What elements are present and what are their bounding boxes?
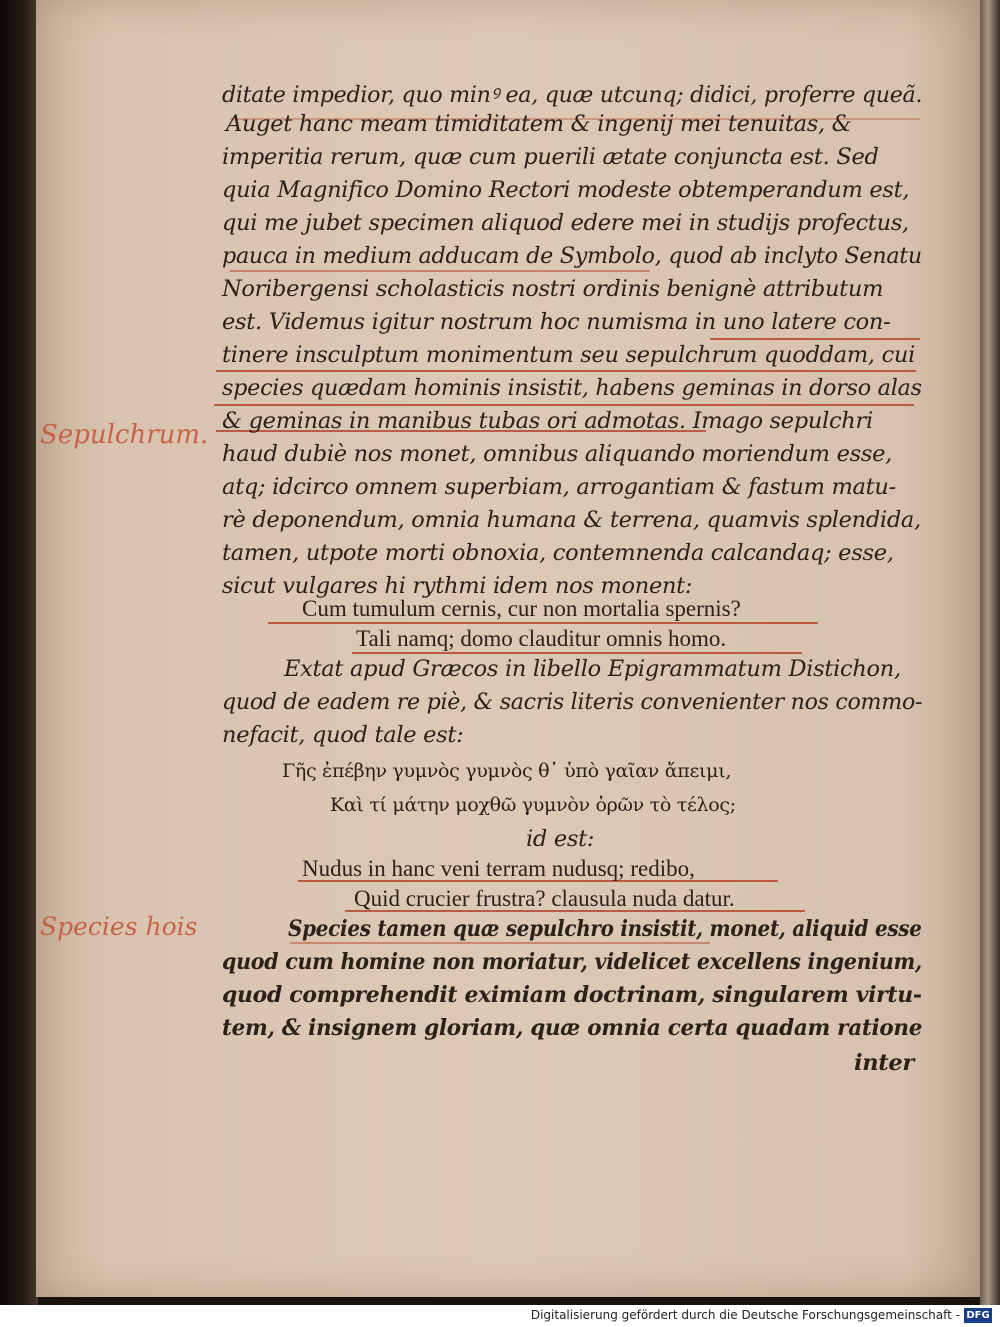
dfg-logo: DFG bbox=[964, 1308, 992, 1323]
text-line: haud dubiè nos monet, omnibus aliquando moriendum esse, bbox=[222, 441, 892, 467]
margin-note-sepulchrum: Sepulchrum. bbox=[40, 420, 209, 450]
text-line: & geminas in manibus tubas ori admotas. Imago sepulchri bbox=[222, 408, 873, 434]
text-line: ditate impedior, quo minꝰ ea, quæ utcunq; didici, proferre queã. bbox=[222, 82, 923, 108]
verse-line: Quid crucier frustra? clausula nuda datur. bbox=[354, 886, 735, 911]
text-line: tinere insculptum monimentum seu sepulchrum quoddam, cui bbox=[222, 342, 916, 368]
text-line: rè deponendum, omnia humana & terrena, quamvis splendida, bbox=[222, 507, 921, 533]
verse-line: Nudus in hanc veni terram nudusq; redibo, bbox=[302, 856, 695, 881]
text-line: quod de eadem re piè, & sacris literis convenienter nos commo- bbox=[222, 689, 923, 715]
funding-notice: Digitalisierung gefördert durch die Deutsche Forschungsgemeinschaft - bbox=[530, 1308, 960, 1322]
verse-line: Cum tumulum cernis, cur non mortalia spernis? bbox=[302, 596, 741, 621]
text-line: Species tamen quæ sepulchro insistit, monet, aliquid esse bbox=[288, 916, 922, 942]
text-line: sicut vulgares hi rythmi idem nos monent: bbox=[222, 573, 693, 599]
text-line: Extat apud Græcos in libello Epigrammatum Distichon, bbox=[284, 656, 901, 682]
text-line: est. Videmus igitur nostrum hoc numisma in uno latere con- bbox=[222, 309, 891, 335]
text-line: nefacit, quod tale est: bbox=[222, 722, 464, 748]
text-line: quia Magnifico Domino Rectori modeste obtemperandum est, bbox=[222, 177, 910, 203]
text-line: imperitia rerum, quæ cum puerili ætate conjuncta est. Sed bbox=[222, 144, 879, 170]
text-line: quod comprehendit eximiam doctrinam, singularem virtu- bbox=[222, 982, 922, 1008]
text-line: Noribergensi scholasticis nostri ordinis benignè attributum bbox=[222, 276, 884, 302]
page-edge bbox=[980, 0, 1000, 1305]
text-line: quod cum homine non moriatur, videlicet excellens ingenium, bbox=[222, 949, 922, 975]
book-spine bbox=[0, 0, 38, 1305]
text-line: atq; idcirco omnem superbiam, arrogantiam & fastum matu- bbox=[222, 474, 896, 500]
margin-note-species: Species hois bbox=[40, 912, 198, 941]
footer-bar bbox=[0, 1305, 1000, 1327]
greek-verse-line: Καὶ τί μάτην μοχθῶ γυμνὸν ὁρῶν τὸ τέλος; bbox=[330, 794, 736, 816]
text-line: Auget hanc meam timiditatem & ingenij mei tenuitas, & bbox=[226, 111, 852, 137]
text-line: pauca in medium adducam de Symbolo, quod ab inclyto Senatu bbox=[222, 243, 922, 269]
greek-verse-line: Γῆς ἐπέβην γυμνὸς γυμνὸς θ᾽ ὑπὸ γαῖαν ἄπειμι, bbox=[282, 760, 732, 782]
verse-line: Tali namq; domo clauditur omnis homo. bbox=[356, 626, 727, 651]
catchword: inter bbox=[854, 1050, 914, 1076]
text-line: id est: bbox=[526, 826, 595, 852]
text-line: species quædam hominis insistit, habens geminas in dorso alas bbox=[222, 375, 922, 401]
text-line: qui me jubet specimen aliquod edere mei in studijs profectus, bbox=[222, 210, 909, 236]
text-line: tem, & insignem gloriam, quæ omnia certa quadam ratione bbox=[222, 1015, 923, 1041]
text-line: tamen, utpote morti obnoxia, contemnenda calcandaq; esse, bbox=[222, 540, 894, 566]
